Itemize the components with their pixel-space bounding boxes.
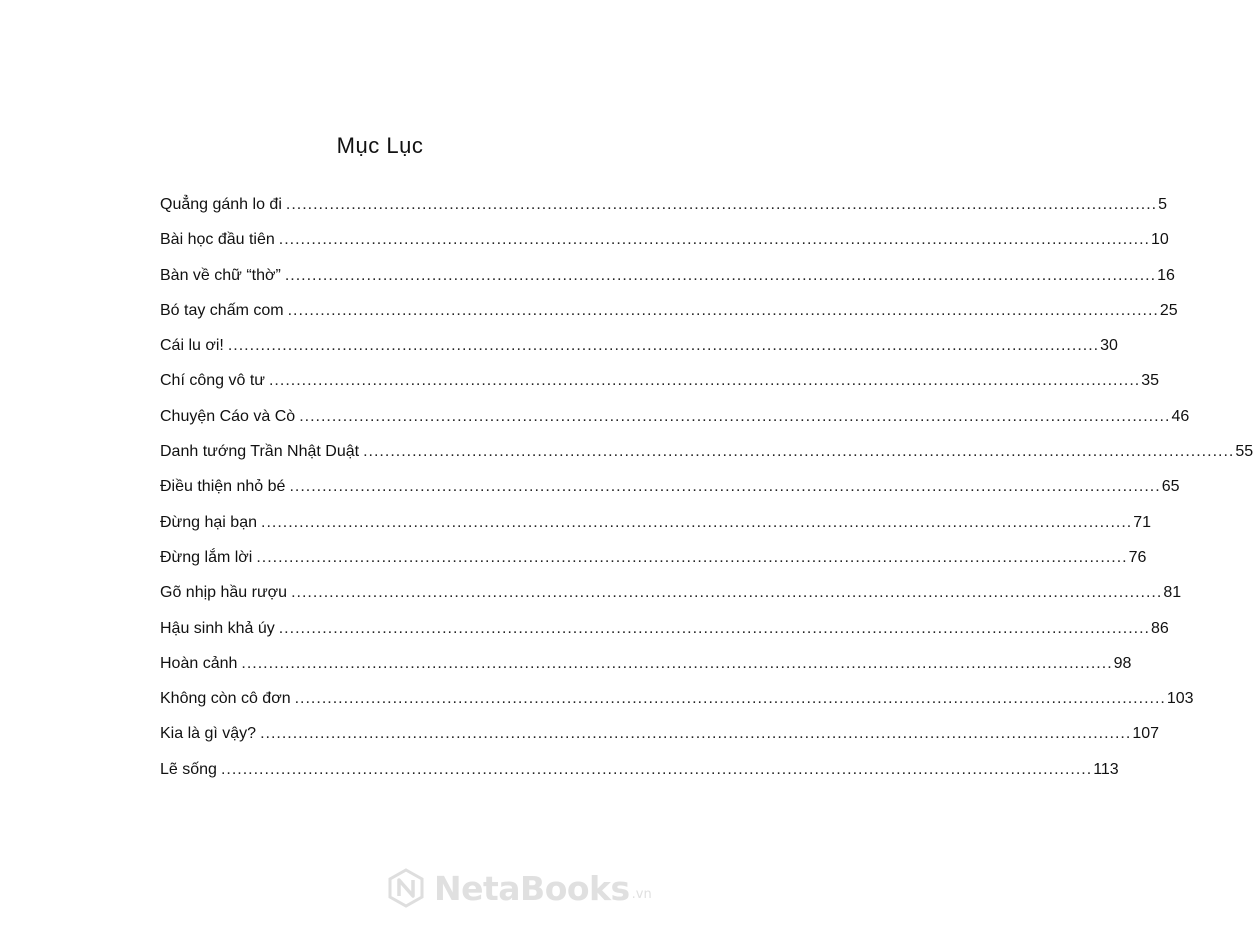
toc-entry-title: Cái lu ơi! [160, 337, 224, 355]
toc-entry [160, 581, 1182, 616]
toc-entry-page: 81 [1163, 584, 1182, 602]
toc-entry-page: 107 [1132, 725, 1160, 743]
toc-entry-page: 30 [1100, 337, 1118, 355]
toc-entry [160, 758, 1119, 793]
toc-entry-title: Chuyện Cáo và Cò [160, 407, 296, 425]
toc-leader-dots: ................................................................................................................................................................ [291, 584, 1163, 602]
toc-entry-page: 76 [1128, 548, 1147, 566]
netabooks-logo-icon [386, 868, 426, 908]
toc-entry-title: Lẽ sống [160, 760, 217, 778]
toc-entry-title: Không còn cô đơn [160, 690, 291, 708]
toc-entry [160, 369, 1160, 404]
toc-entry [160, 228, 1169, 263]
toc-entry [160, 511, 1152, 546]
toc-entry-title: Chí công vô tư [160, 372, 265, 390]
toc-entry-page: 46 [1171, 407, 1190, 425]
toc-entry-title: Gõ nhịp hầu rượu [160, 584, 288, 602]
toc-entry [160, 405, 1190, 440]
toc-leader-dots: ................................................................................................................................................................ [285, 196, 1158, 213]
toc-entry-title: Danh tướng Trần Nhật Duật [160, 443, 360, 461]
toc-entry [160, 264, 1175, 299]
toc-entry-page: 10 [1151, 231, 1169, 249]
toc-leader-dots: ................................................................................................................................................................ [261, 513, 1133, 531]
toc-entry [160, 299, 1178, 334]
table-of-contents [160, 193, 1253, 793]
toc-leader-dots: ................................................................................................................................................................ [284, 266, 1157, 284]
watermark-brand: NetaBooks [434, 868, 630, 908]
toc-entry-title: Đừng hại bạn [160, 513, 257, 531]
toc-entry-page: 25 [1159, 301, 1178, 319]
toc-leader-dots: ................................................................................................................................................................ [287, 301, 1159, 319]
toc-entry [160, 687, 1194, 722]
toc-entry-title: Kia là gì vậy? [160, 725, 257, 743]
toc-leader-dots: ................................................................................................................................................................ [260, 725, 1132, 743]
toc-entry-page: 65 [1161, 478, 1180, 496]
toc-leader-dots: ................................................................................................................................................................ [294, 690, 1166, 708]
toc-entry-page: 35 [1141, 372, 1160, 390]
toc-entry-title: Bài học đầu tiên [160, 231, 275, 249]
toc-entry [160, 440, 1253, 475]
toc-entry [160, 193, 1168, 228]
toc-entry-page: 86 [1150, 619, 1169, 637]
toc-leader-dots: ................................................................................................................................................................ [220, 760, 1093, 778]
toc-entry-page: 98 [1113, 654, 1132, 672]
toc-leader-dots: ................................................................................................................................................................ [299, 407, 1171, 425]
toc-leader-dots: ................................................................................................................................................................ [363, 443, 1235, 461]
toc-leader-dots: ................................................................................................................................................................ [256, 548, 1128, 566]
toc-leader-dots: ................................................................................................................................................................ [268, 372, 1141, 390]
toc-entry-title: Hậu sinh khả úy [160, 619, 275, 637]
toc-entry [160, 546, 1147, 581]
toc-leader-dots: ................................................................................................................................................................ [278, 231, 1150, 249]
toc-entry-page: 113 [1093, 760, 1119, 778]
toc-entry-title: Quẳng gánh lo đi [160, 196, 282, 213]
toc-leader-dots: ................................................................................................................................................................ [278, 619, 1150, 637]
toc-entry-page: 71 [1133, 513, 1152, 531]
toc-entry-title: Bó tay chấm com [160, 301, 284, 319]
toc-entry-page: 55 [1235, 443, 1253, 461]
toc-entry-title: Bàn về chữ “thờ” [160, 266, 281, 284]
toc-entry [160, 334, 1118, 369]
toc-leader-dots: ................................................................................................................................................................ [227, 337, 1100, 355]
toc-entry-page: 5 [1158, 196, 1168, 213]
toc-leader-dots: ................................................................................................................................................................ [289, 478, 1161, 496]
toc-entry-title: Hoàn cảnh [160, 654, 238, 672]
toc-entry [160, 475, 1180, 510]
watermark [386, 868, 652, 908]
page-title: Mục Lục [336, 132, 424, 158]
toc-leader-dots: ................................................................................................................................................................ [241, 654, 1113, 672]
watermark-suffix: .vn [631, 887, 652, 902]
toc-entry-title: Điều thiện nhỏ bé [160, 478, 286, 496]
toc-entry-page: 16 [1157, 266, 1175, 284]
toc-entry-title: Đừng lắm lời [160, 548, 253, 566]
toc-entry [160, 722, 1160, 757]
toc-entry [160, 652, 1132, 687]
toc-entry [160, 617, 1169, 652]
toc-entry-page: 103 [1166, 690, 1194, 708]
